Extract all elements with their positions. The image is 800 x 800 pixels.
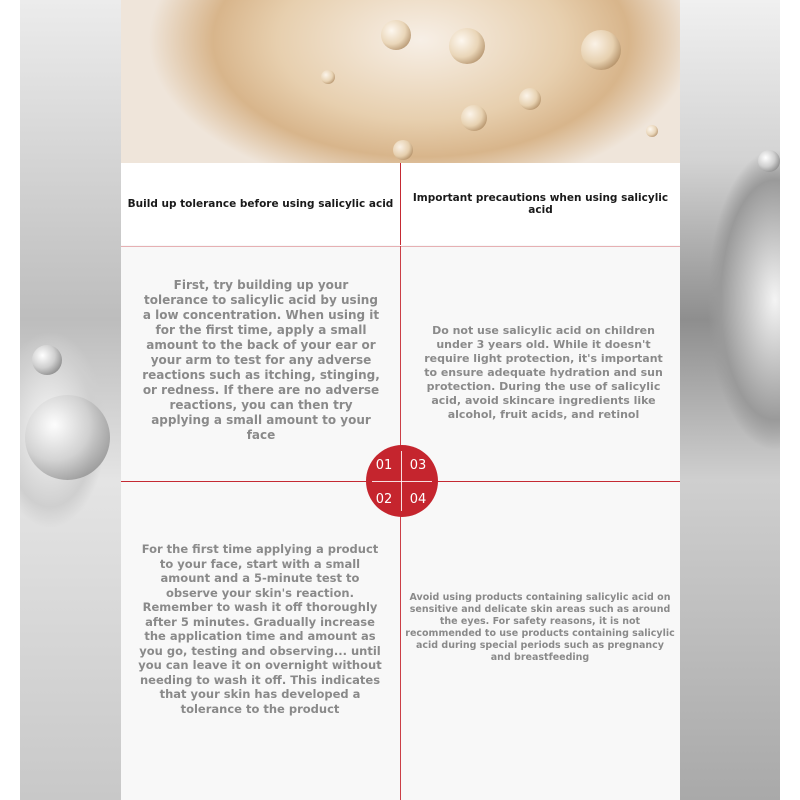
section-01-text xyxy=(141,275,381,445)
section-03-text-content: Do not use salicylic acid on children under 3 years old. While it doesn't require light protection, it's important to ensure adequate hydration and sun protection. During the use of salicylic acid, avoid skincare ingredients like alcohol, fruit acids, and retinol xyxy=(424,324,663,421)
water-drop xyxy=(25,395,110,480)
horizontal-divider xyxy=(121,246,680,247)
section-02-text xyxy=(135,542,385,716)
oil-bubble xyxy=(581,30,621,70)
oil-bubble xyxy=(449,28,485,64)
vertical-divider xyxy=(400,246,401,800)
vertical-divider xyxy=(400,163,401,245)
section-number-02: 02 xyxy=(375,491,393,507)
water-drop xyxy=(758,150,780,172)
oil-bubble xyxy=(519,88,541,110)
section-number-03: 03 xyxy=(409,457,427,473)
section-number-01: 01 xyxy=(375,457,393,473)
section-01-title-text: Build up tolerance before using salicylic acid xyxy=(127,198,394,210)
section-03-text xyxy=(421,313,666,433)
section-03-title xyxy=(401,163,680,245)
water-drop xyxy=(32,345,62,375)
section-04-text-content: Avoid using products containing salicylic acid on sensitive and delicate skin areas such as around the eyes. For safety reasons, it is not recommended to use products containing salicylic acid during special periods such as pregnancy and breastfeeding xyxy=(405,592,675,663)
badge-divider xyxy=(372,481,432,482)
right-decor-image xyxy=(680,0,780,800)
section-03-title-text: Important precautions when using salicylic acid xyxy=(412,192,669,216)
section-04-text xyxy=(405,588,675,668)
oil-bubble xyxy=(321,70,335,84)
section-02-text-content: For the first time applying a product to your face, start with a small amount and a 5-minute test to observe your skin's reaction. Remember to wash it off thoroughly after 5 minutes. Gradually increase the application time and amount as you go, testing and observing... until you can leave it on overnight without needing to wash it off. This indicates that your skin has developed a tolerance to the product xyxy=(138,542,382,716)
section-01-title xyxy=(121,163,400,245)
oil-bubble xyxy=(393,140,413,160)
section-01-text-content: First, try building up your tolerance to salicylic acid by using a low concentration. When using it for the first time, apply a small amount to the back of your ear or your arm to test for any adverse reactions such as itching, stinging, or redness. If there are no adverse reactions, you can then try applying a small amount to your face xyxy=(142,277,380,442)
oil-bubble xyxy=(381,20,411,50)
oil-bubble xyxy=(461,105,487,131)
oil-bubble xyxy=(646,125,658,137)
section-number-badge xyxy=(366,445,438,517)
hero-image xyxy=(121,0,680,163)
section-number-04: 04 xyxy=(409,491,427,507)
left-decor-image xyxy=(20,0,121,800)
